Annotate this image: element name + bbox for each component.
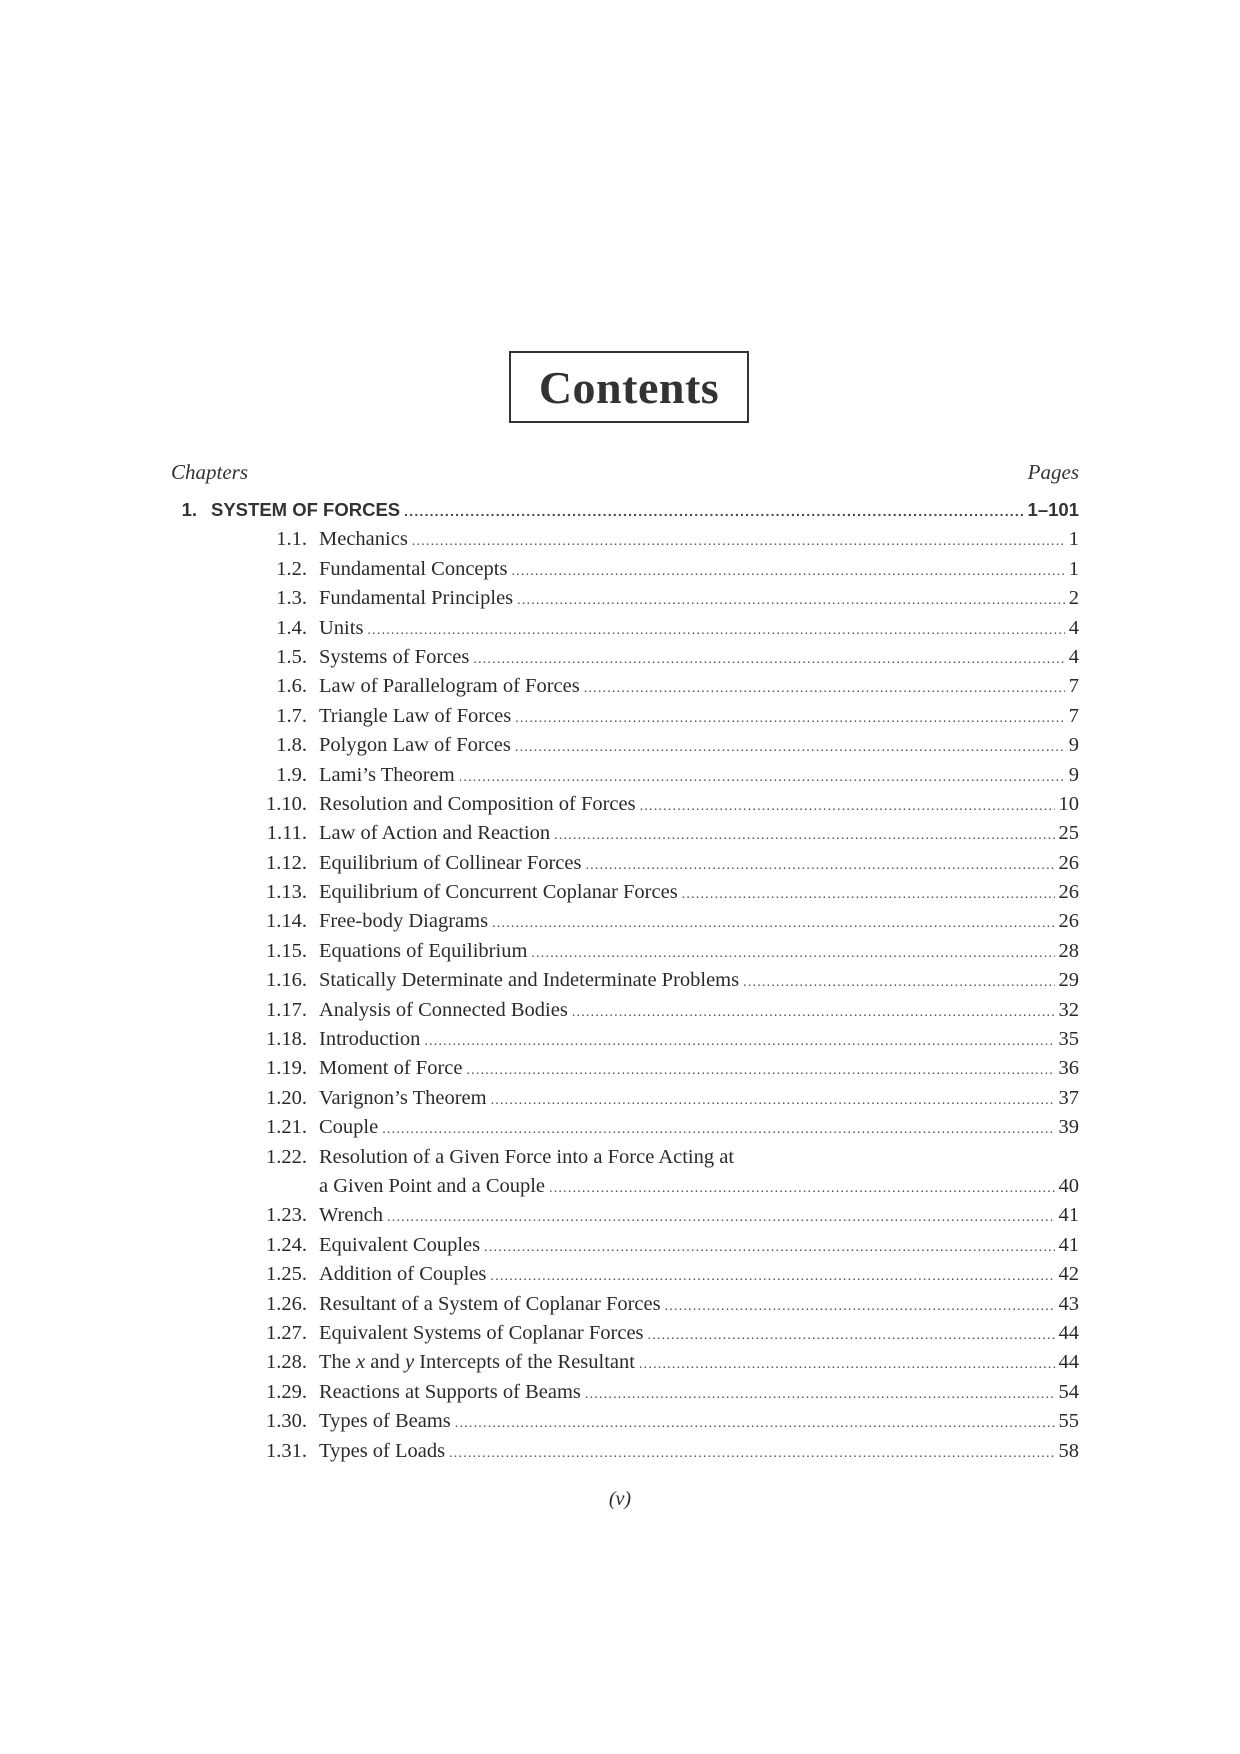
section-page: 9 (1068, 734, 1079, 757)
toc-entry[interactable] (171, 1440, 1079, 1469)
toc-entry[interactable] (171, 1381, 1079, 1410)
section-number: 1.5. (276, 645, 307, 668)
section-number: 1.29. (266, 1380, 307, 1403)
section-page: 25 (1058, 822, 1079, 845)
section-title: Reactions at Supports of Beams (319, 1380, 581, 1403)
toc-entry[interactable] (171, 646, 1079, 675)
section-title: Equivalent Couples (319, 1233, 481, 1256)
section-title-line2: a Given Point and a Couple (319, 1174, 546, 1197)
section-number: 1.27. (266, 1321, 307, 1344)
toc-entry[interactable] (171, 675, 1079, 704)
section-page: 1 (1068, 557, 1079, 580)
section-number: 1.20. (266, 1086, 307, 1109)
chapter-pages: 1–101 (1027, 499, 1079, 520)
toc-entry[interactable] (171, 1351, 1079, 1380)
section-page: 35 (1058, 1028, 1079, 1051)
section-number: 1.30. (266, 1410, 307, 1433)
leader-dots (382, 1122, 1054, 1138)
title-fragment: and (365, 1351, 405, 1374)
section-number: 1.15. (266, 939, 307, 962)
leader-dots (449, 1446, 1054, 1462)
section-number: 1.6. (276, 675, 307, 698)
section-page: 26 (1058, 881, 1079, 904)
section-title: Fundamental Principles (319, 587, 514, 610)
section-number: 1.12. (266, 851, 307, 874)
leader-dots (387, 1210, 1054, 1226)
section-page: 44 (1058, 1351, 1079, 1374)
section-number: 1.28. (266, 1351, 307, 1374)
toc-entry[interactable] (171, 528, 1079, 557)
leader-dots (585, 1387, 1055, 1403)
leader-dots (424, 1034, 1054, 1050)
toc-entry[interactable] (171, 881, 1079, 910)
toc-entry[interactable] (171, 1293, 1079, 1322)
section-page: 44 (1058, 1321, 1079, 1344)
section-number: 1.1. (276, 528, 307, 551)
section-title: Triangle Law of Forces (319, 704, 512, 727)
section-title: Types of Beams (319, 1410, 451, 1433)
section-page: 41 (1058, 1233, 1079, 1256)
section-title: Free-body Diagrams (319, 910, 489, 933)
leader-dots (743, 975, 1054, 991)
toc-entry[interactable] (171, 1116, 1079, 1145)
section-number: 1.25. (266, 1263, 307, 1286)
section-page: 28 (1058, 939, 1079, 962)
section-page: 40 (1058, 1174, 1079, 1197)
leader-dots (639, 1357, 1055, 1373)
section-title: Law of Action and Reaction (319, 822, 551, 845)
section-title: Equilibrium of Collinear Forces (319, 851, 582, 874)
section-page: 7 (1068, 704, 1079, 727)
toc-entry-continuation (171, 1175, 1079, 1204)
chapters-header: Chapters (171, 460, 249, 484)
section-number: 1.8. (276, 734, 307, 757)
section-title: Equations of Equilibrium (319, 939, 528, 962)
section-number: 1.24. (266, 1233, 307, 1256)
leader-dots (511, 564, 1064, 580)
section-number: 1.4. (276, 616, 307, 639)
toc-entry[interactable] (171, 999, 1079, 1028)
toc-entry[interactable] (171, 1322, 1079, 1351)
section-title: Fundamental Concepts (319, 557, 508, 580)
section-number: 1.22. (266, 1145, 307, 1168)
toc-entry[interactable] (171, 910, 1079, 939)
section-number: 1.11. (266, 822, 307, 845)
section-title: Introduction (319, 1028, 421, 1051)
section-page: 29 (1058, 969, 1079, 992)
title-fragment: Intercepts of the Resultant (414, 1351, 635, 1374)
toc-entry[interactable] (171, 587, 1079, 616)
toc-entry[interactable] (171, 793, 1079, 822)
toc-entry[interactable] (171, 617, 1079, 646)
toc-entry[interactable] (171, 1057, 1079, 1086)
section-title: Lami’s Theorem (319, 763, 455, 786)
leader-dots (549, 1181, 1054, 1197)
section-page: 58 (1058, 1439, 1079, 1462)
section-title: Equivalent Systems of Coplanar Forces (319, 1321, 644, 1344)
section-number: 1.9. (276, 763, 307, 786)
leader-dots (682, 887, 1055, 903)
section-title: Resultant of a System of Coplanar Forces (319, 1292, 661, 1315)
section-title: Equilibrium of Concurrent Coplanar Forces (319, 881, 678, 904)
leader-dots (517, 593, 1065, 609)
leader-dots (515, 711, 1065, 727)
page-title: Contents (538, 361, 720, 413)
section-title: Wrench (319, 1204, 384, 1227)
section-page: 4 (1068, 616, 1079, 639)
section-title: Law of Parallelogram of Forces (319, 675, 580, 698)
toc-entry[interactable] (171, 705, 1079, 734)
section-page: 54 (1058, 1380, 1079, 1403)
section-title: Resolution and Composition of Forces (319, 792, 636, 815)
section-page: 42 (1058, 1263, 1079, 1286)
section-page: 10 (1058, 792, 1079, 815)
section-number: 1.19. (266, 1057, 307, 1080)
section-page: 9 (1068, 763, 1079, 786)
section-title: Systems of Forces (319, 645, 470, 668)
leader-dots (531, 946, 1054, 962)
section-number: 1.16. (266, 969, 307, 992)
leader-dots (665, 1299, 1055, 1315)
section-page: 26 (1058, 851, 1079, 874)
section-number: 1.13. (266, 881, 307, 904)
section-page: 55 (1058, 1410, 1079, 1433)
toc-entry[interactable] (171, 1234, 1079, 1263)
toc-entry[interactable] (171, 822, 1079, 851)
section-number: 1.3. (276, 587, 307, 610)
page-number: (v) (608, 1488, 632, 1510)
toc-entry[interactable] (171, 1087, 1079, 1116)
section-title: Polygon Law of Forces (319, 734, 511, 757)
toc-entry[interactable] (171, 969, 1079, 998)
section-number: 1.10. (266, 792, 307, 815)
section-page: 43 (1058, 1292, 1079, 1315)
leader-dots (473, 652, 1064, 668)
section-number: 1.31. (266, 1439, 307, 1462)
leader-dots (367, 623, 1064, 639)
section-title: Statically Determinate and Indeterminate Problems (319, 969, 740, 992)
section-page: 7 (1068, 675, 1079, 698)
toc-entry[interactable] (171, 558, 1079, 587)
math-variable: x (356, 1351, 366, 1374)
section-number: 1.18. (266, 1028, 307, 1051)
section-page: 1 (1068, 528, 1079, 551)
title-fragment: The (319, 1351, 356, 1374)
leader-dots (492, 916, 1054, 932)
toc-entry[interactable] (171, 1204, 1079, 1233)
pages-header: Pages (1027, 460, 1079, 484)
toc-entry[interactable] (171, 1410, 1079, 1439)
section-title: Types of Loads (319, 1439, 446, 1462)
toc-entry[interactable] (171, 764, 1079, 793)
toc-entry[interactable] (171, 1263, 1079, 1292)
section-title: Units (319, 616, 364, 639)
section-page: 39 (1058, 1116, 1079, 1139)
chapter-title: SYSTEM OF FORCES (211, 499, 401, 520)
leader-dots (572, 1005, 1055, 1021)
contents-title-box (509, 351, 749, 423)
section-page: 32 (1058, 998, 1079, 1021)
toc-entry[interactable] (171, 940, 1079, 969)
toc-entry[interactable] (171, 734, 1079, 763)
section-number: 1.14. (266, 910, 307, 933)
leader-dots (491, 1093, 1055, 1109)
toc-entry[interactable] (171, 852, 1079, 881)
leader-dots (585, 858, 1054, 874)
leader-dots (490, 1269, 1054, 1285)
section-title: Moment of Force (319, 1057, 463, 1080)
section-page: 37 (1058, 1086, 1079, 1109)
leader-dots (455, 1416, 1055, 1432)
chapter-number: 1. (181, 499, 197, 520)
section-title: Resolution of a Given Force into a Force Acting at (319, 1145, 735, 1168)
leader-dots (515, 740, 1065, 756)
section-number: 1.26. (266, 1292, 307, 1315)
leader-dots (484, 1240, 1054, 1256)
section-page: 41 (1058, 1204, 1079, 1227)
section-title: Mechanics (319, 528, 408, 551)
section-title: Addition of Couples (319, 1263, 487, 1286)
leader-dots (459, 770, 1065, 786)
section-number: 1.7. (276, 704, 307, 727)
section-number: 1.21. (266, 1116, 307, 1139)
section-page: 2 (1068, 587, 1079, 610)
section-title (319, 1351, 635, 1374)
section-page: 36 (1058, 1057, 1079, 1080)
leader-dots (466, 1063, 1054, 1079)
leader-dots (648, 1328, 1055, 1344)
section-number: 1.2. (276, 557, 307, 580)
section-title: Analysis of Connected Bodies (319, 998, 568, 1021)
table-of-contents (171, 499, 1079, 1469)
section-title: Couple (319, 1116, 379, 1139)
section-number: 1.23. (266, 1204, 307, 1227)
section-number: 1.17. (266, 998, 307, 1021)
section-title: Varignon’s Theorem (319, 1086, 487, 1109)
toc-entry[interactable] (171, 1028, 1079, 1057)
leader-dots (584, 681, 1065, 697)
leader-dots (404, 503, 1023, 519)
chapter-entry[interactable] (171, 499, 1079, 528)
leader-dots (640, 799, 1055, 815)
math-variable: y (404, 1351, 415, 1374)
toc-entry[interactable] (171, 1146, 1079, 1175)
section-page: 26 (1058, 910, 1079, 933)
leader-dots (412, 534, 1065, 550)
leader-dots (554, 828, 1054, 844)
section-page: 4 (1068, 645, 1079, 668)
